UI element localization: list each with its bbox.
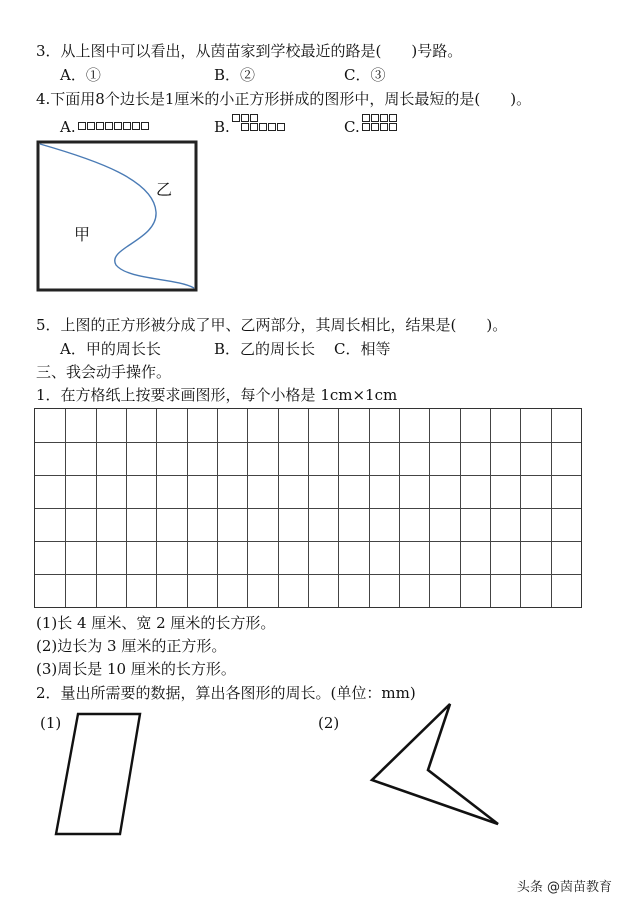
grid-paper: [34, 408, 582, 608]
grid-line-horizontal: [35, 475, 581, 476]
q4-option-a: A.: [60, 118, 76, 136]
arrowhead-figure: [366, 700, 506, 830]
task-1-item-3: (3)周长是 10 厘米的长方形。: [36, 660, 236, 678]
task-1-question: 1．在方格纸上按要求画图形，每个小格是 1cm×1cm: [36, 386, 398, 404]
question-3: 3．从上图中可以看出，从茵苗家到学校最近的路是( )号路。: [36, 42, 463, 60]
label-jia: 甲: [74, 225, 91, 244]
q5-option-b: B．乙的周长长: [214, 340, 316, 358]
parallelogram-outline: [56, 714, 140, 834]
figure-2-label: (2): [318, 714, 340, 732]
question-5: 5．上图的正方形被分成了甲、乙两部分，其周长相比，结果是( )。: [36, 316, 508, 334]
curved-divider: [40, 144, 194, 288]
q4-shape-b: [232, 114, 288, 134]
task-2-question: 2．量出所需要的数据，算出各图形的周长。(单位：mm): [36, 684, 416, 702]
q4-shape-a: [78, 122, 154, 132]
section-3-title: 三、我会动手操作。: [36, 363, 172, 381]
grid-line-horizontal: [35, 442, 581, 443]
q3-option-c: C．③: [344, 66, 386, 84]
q3-option-a: A．①: [60, 66, 101, 84]
grid-line-horizontal: [35, 541, 581, 542]
q4-option-c: C.: [344, 118, 360, 136]
q3-option-b: B．②: [214, 66, 256, 84]
watermark: 头条 @茵苗教育: [516, 880, 612, 895]
square-outline: [38, 142, 196, 290]
q5-option-a: A．甲的周长长: [60, 340, 161, 358]
parallelogram-figure: [50, 710, 150, 840]
arrowhead-outline: [372, 704, 498, 824]
q5-option-c: C．相等: [334, 340, 391, 358]
grid-line-horizontal: [35, 508, 581, 509]
q4-shape-c: [362, 114, 402, 134]
figure-1-label: (1): [40, 714, 62, 732]
task-1-item-2: (2)边长为 3 厘米的正方形。: [36, 637, 227, 655]
question-4: 4.下面用8个边长是1厘米的小正方形拼成的图形中，周长最短的是( )。: [36, 90, 532, 108]
split-square-figure: [36, 140, 200, 294]
label-yi: 乙: [156, 180, 173, 199]
task-1-item-1: (1)长 4 厘米、宽 2 厘米的长方形。: [36, 614, 276, 632]
q4-option-b: B.: [214, 118, 230, 136]
grid-line-horizontal: [35, 574, 581, 575]
